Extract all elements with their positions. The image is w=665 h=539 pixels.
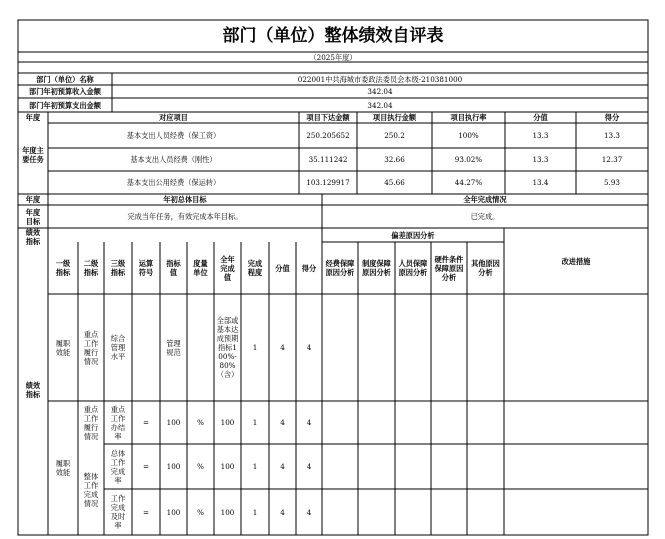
- task-row-2-executed: 32.66: [384, 155, 405, 164]
- ind-row2-score: 4: [306, 418, 312, 427]
- budget-income-label: 部门年初预算收入金额: [29, 87, 101, 96]
- hdr-deviation-analysis: 偏差原因分析: [391, 230, 435, 240]
- task-row-3-rate: 44.27%: [454, 178, 483, 187]
- hdr-other: 其他原因分析: [471, 259, 500, 277]
- hdr-level2: 二级指标: [83, 259, 99, 277]
- ind-row4-unit: %: [197, 507, 204, 517]
- goals-label: 年度目标: [25, 207, 41, 226]
- ind-row1-level3: 综合管理水平: [110, 334, 126, 361]
- task-row-1-score: 13.3: [603, 131, 620, 140]
- ind-row3-score: 4: [306, 462, 312, 471]
- task-row-2-score: 12.37: [601, 155, 623, 164]
- ind-row2-op: =: [142, 418, 150, 427]
- ind-row4-degree: 1: [252, 507, 258, 517]
- budget-expense-value: 342.04: [367, 100, 393, 110]
- ind-row1-level1: 履职效能: [55, 338, 71, 357]
- col-header-score: 得分: [604, 113, 620, 122]
- hdr-hardware: 硬件条件保障原因分析: [434, 254, 464, 282]
- ind-row1-value: 管理规范: [166, 338, 181, 357]
- task-row-2-rate: 93.02%: [454, 155, 483, 164]
- ind-row2-degree: 1: [252, 418, 258, 427]
- ind-row4-value: 100: [166, 507, 181, 517]
- col-header-project: 对应项目: [159, 113, 188, 122]
- goals-year-label: 年度: [25, 195, 41, 204]
- ind-row3-value: 100: [166, 462, 181, 471]
- budget-expense-label: 部门年初预算支出金额: [29, 100, 101, 110]
- indicators-mid-label: 绩效指标: [25, 381, 41, 399]
- task-row-2-allocated: 35.111242: [308, 155, 348, 164]
- ind-row4-actual: 100: [220, 507, 235, 517]
- task-row-3-score: 5.93: [603, 178, 620, 187]
- hdr-weight: 分值: [275, 263, 290, 273]
- ind-row1-unit: [187, 294, 214, 401]
- annual-goal-header: 年初总体目标: [163, 195, 207, 204]
- col-header-allocated: 项目下达金额: [306, 113, 350, 122]
- budget-income-value: 342.04: [367, 87, 393, 96]
- hdr-level1: 一级指标: [55, 259, 71, 277]
- annual-goal-text: 完成当年任务，有效完成本年目标。: [127, 212, 243, 221]
- hdr-improvement: 改进措施: [561, 256, 591, 266]
- ind-row4-op: =: [142, 507, 150, 517]
- hdr-system: 制度保障原因分析: [362, 259, 391, 277]
- ind-row4-level3: 工作完成及时率: [110, 494, 126, 530]
- ind-row4-weight: 4: [280, 507, 285, 517]
- tasks-section-label: 年度主要任务: [22, 146, 44, 164]
- ind-row2-actual: 100: [220, 418, 235, 427]
- ind-row1-actual: 全部或基本达成预期指标100%-80%（含）: [216, 316, 239, 379]
- hdr-unit: 度量单位: [193, 259, 208, 277]
- dept-name-value: 022001中共海城市委政法委员会本级-210381000: [297, 74, 463, 84]
- ind-row3-weight: 4: [280, 462, 285, 471]
- ind-row2-level1: 履职效能: [55, 459, 71, 477]
- hdr-staff: 人员保障原因分析: [398, 259, 428, 277]
- ind-row2-weight: 4: [280, 418, 285, 427]
- task-row-1-executed: 250.2: [384, 131, 405, 140]
- ind-row3-actual: 100: [220, 462, 235, 471]
- tasks-year-label: 年度: [25, 113, 41, 122]
- task-row-2-weight: 13.3: [532, 155, 549, 164]
- ind-row3-level3: 总体工作完成率: [110, 448, 126, 485]
- task-row-1-allocated: 250.205652: [306, 131, 350, 140]
- indicators-top-label: 绩效指标: [25, 228, 41, 246]
- dept-name-label: 部门（单位）名称: [36, 74, 94, 84]
- ind-row1-score: 4: [306, 343, 312, 352]
- annual-done-text: 已完成。: [470, 212, 500, 221]
- page-title: 部门（单位）整体绩效自评表: [222, 26, 444, 46]
- ind-row2-unit: %: [197, 418, 204, 427]
- hdr-level3: 三级指标: [110, 259, 126, 277]
- col-header-rate: 项目执行率: [450, 113, 487, 122]
- col-header-executed: 项目执行金额: [372, 113, 417, 122]
- task-row-2-project: 基本支出人员经费（刚性）: [130, 155, 217, 164]
- hdr-actual-value: 全年完成值: [220, 254, 235, 282]
- ind-row1-level2: 重点工作履行情况: [83, 329, 99, 366]
- ind-row3-unit: %: [197, 462, 204, 471]
- ind-row2-level2: 重点工作履行情况: [83, 404, 99, 441]
- task-row-1-rate: 100%: [458, 131, 479, 140]
- annual-done-header: 全年完成情况: [463, 195, 507, 204]
- ind-row3-degree: 1: [252, 462, 258, 471]
- fiscal-year: （2025年度）: [309, 52, 357, 62]
- hdr-operator: 运算符号: [138, 259, 154, 277]
- ind-row3-op: =: [142, 462, 150, 471]
- task-row-3-weight: 13.4: [532, 178, 549, 187]
- task-row-3-allocated: 103.129917: [306, 178, 350, 187]
- ind-row1-weight: 4: [280, 343, 285, 352]
- task-row-3-executed: 45.66: [384, 178, 405, 187]
- ind-row2-value: 100: [166, 418, 181, 427]
- task-row-1-weight: 13.3: [532, 131, 549, 140]
- hdr-completion-degree: 完成程度: [247, 259, 263, 277]
- task-row-1-project: 基本支出人员经费（保工资）: [126, 131, 221, 140]
- task-row-3-project: 基本支出公用经费（保运转）: [126, 178, 221, 187]
- hdr-target-value: 指标值: [166, 259, 181, 277]
- ind-row1-op: [132, 294, 160, 401]
- hdr-score: 得分: [301, 263, 317, 273]
- ind-row1-degree: 1: [252, 343, 258, 352]
- hdr-funding: 经费保障原因分析: [325, 259, 355, 277]
- ind-row4-score: 4: [306, 507, 312, 517]
- ind-row3-level2: 整体工作完成情况: [83, 471, 99, 508]
- ind-row2-level3: 重点工作办结率: [110, 404, 126, 441]
- col-header-weight: 分值: [533, 113, 548, 122]
